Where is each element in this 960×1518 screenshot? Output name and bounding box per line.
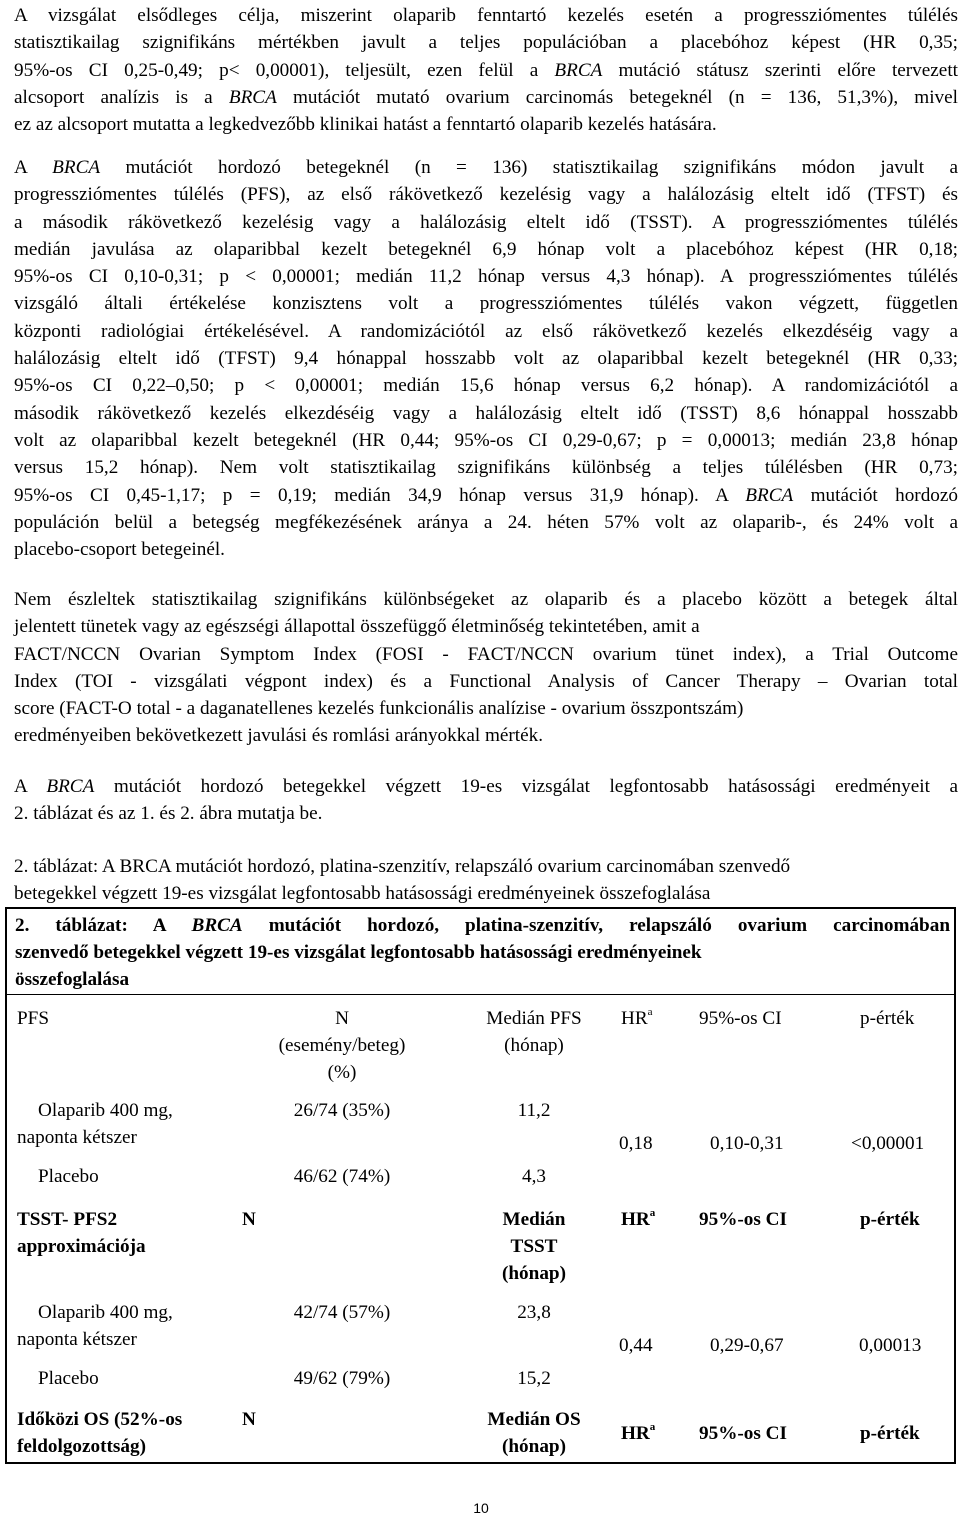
header-text: HR [621, 1008, 648, 1029]
text-line: FACT/NCCN Ovarian Symptom Index (FOSI - FACT/NCCN ovarium tünet index), a Trial Outcome [14, 643, 958, 665]
p-value: 0,00013 [859, 1335, 922, 1356]
text-line: 95%-os CI 0,25-0,49; p< 0,00001), teljesült, ezen felül a BRCA mutáció státusz szerinti előre tervezett [14, 59, 958, 81]
table-divider [7, 994, 954, 995]
text-line: ez az alcsoport mutatta a legkedvezőbb klinikai hatást a fenntartó olaparib kezelés hatására. [14, 114, 717, 136]
hr-header [621, 1005, 653, 1032]
header-line: Medián [502, 1209, 566, 1230]
p-value: <0,00001 [851, 1133, 925, 1154]
section-label-pfs [17, 1005, 49, 1032]
ci-header: 95%-os CI [699, 1008, 782, 1029]
label-line: feldolgozottság) [17, 1436, 146, 1457]
header-line: TSST [510, 1236, 558, 1257]
median-value: 11,2 [517, 1100, 551, 1121]
n-header: N [242, 1409, 256, 1430]
text-line: vizsgáló általi értékelése konzisztens volt a progressziómentes túlélés vakon végzett, független [14, 293, 958, 315]
paragraph-quality-of-life [14, 586, 958, 750]
p-header: p-érték [860, 1423, 920, 1444]
text-line: 95%-os CI 0,22–0,50; p < 0,00001; medián 15,6 hónap versus 6,2 hónap). A randomizációtól a [14, 375, 958, 397]
n-header: N [242, 1209, 256, 1230]
hr-header [621, 1206, 655, 1233]
paragraph-brca-results [14, 154, 958, 563]
label-line: naponta kétszer [17, 1127, 137, 1148]
n-value: 42/74 (57%) [293, 1302, 391, 1323]
text-line: központi radiológiai értékelésével. A randomizációtól az első rákövetkező kezelés elkezdéséig vagy a [14, 320, 958, 342]
text-line: 2. táblázat: A BRCA mutációt hordozó, platina-szenzitív, relapszáló ovarium carcinomában szenvedő [14, 856, 791, 877]
ci-header: 95%-os CI [699, 1209, 787, 1230]
label-line: Olaparib 400 mg, [38, 1302, 173, 1323]
median-value: 15,2 [517, 1368, 551, 1389]
median-header [449, 1406, 619, 1460]
ci-value: 0,10-0,31 [710, 1133, 784, 1154]
n-value: 26/74 (35%) [293, 1100, 391, 1121]
text-line: 2. táblázat: A BRCA mutációt hordozó, platina-szenzitív, relapszáló ovarium carcinomában [15, 915, 950, 936]
header-line: (hónap) [502, 1436, 566, 1457]
text-line: szenvedő betegekkel végzett 19-es vizsgálat legfontosabb hatásossági eredményeinek [15, 942, 702, 963]
label-line: Olaparib 400 mg, [38, 1100, 173, 1121]
table-caption [14, 853, 958, 907]
label-line: TSST- PFS2 [17, 1209, 118, 1230]
median-header [449, 1005, 619, 1059]
n-header [247, 1005, 437, 1086]
text-line: versus 15,2 hónap). Nem volt statisztikailag szignifikáns különbség a teljes túlélésben (HR 0,73; [14, 457, 958, 479]
section-label-tsst [17, 1206, 146, 1260]
text-line: 2. táblázat és az 1. és 2. ábra mutatja be. [14, 803, 323, 825]
header-line: Medián OS [487, 1409, 581, 1430]
hr-value: 0,44 [619, 1335, 653, 1356]
row-label-olaparib [17, 1299, 173, 1353]
row-label-olaparib [17, 1097, 173, 1151]
page-number: 10 [473, 1500, 489, 1516]
ci-value: 0,29-0,67 [710, 1335, 784, 1356]
paragraph-primary-endpoint [14, 2, 958, 138]
label-line: approximációja [17, 1236, 146, 1257]
text-line: alcsoport analízis is a BRCA mutációt mutató ovarium carcinomás betegeknél (n = 136, 51,3%), mivel [14, 86, 958, 108]
text-line: statisztikailag szignifikáns mértékben javult a teljes populációban a placebóhoz képest (HR 0,35; [14, 32, 958, 54]
text-line: volt az olaparibbal kezelt betegeknél (HR 0,44; 95%-os CI 0,29-0,67; p = 0,00013; medián 23,8 hónap [14, 429, 958, 451]
text-line: medián javulása az olaparibbal kezelt betegeknél 6,9 hónap volt a placebóhoz képest (HR 0,18; [14, 238, 958, 260]
paragraph-table-reference [14, 773, 958, 828]
ci-header: 95%-os CI [699, 1423, 787, 1444]
text-line: 95%-os CI 0,45-1,17; p = 0,19; medián 34,9 hónap versus 31,9 hónap). A BRCA mutációt hordozó [14, 484, 958, 506]
text-line: placebo-csoport betegeinél. [14, 539, 225, 561]
text-line: 95%-os CI 0,10-0,31; p < 0,00001; medián 11,2 hónap versus 4,3 hónap). A progressziómentes túlélés [14, 266, 958, 288]
text-line: jelentett tünetek vagy az egészségi állapottal összefüggő életminőség tekintetében, amit a [14, 616, 700, 638]
text-line: populáción belül a betegség megfékezésének aránya a 24. héten 57% volt az olaparib-, és 24% volt a [14, 511, 958, 533]
header-text: HR [621, 1209, 650, 1230]
text-line: Index (TOI - vizsgálati végpont index) és a Functional Analysis of Cancer Therapy – Ovarian total [14, 670, 958, 692]
footnote-mark: a [649, 1207, 656, 1219]
text-line: második rákövetkező kezelés elkezdéséig vagy a halálozásig eltelt idő (TSST) 8,6 hónappal hosszabb [14, 402, 958, 424]
text-line: A BRCA mutációt hordozó betegekkel végzett 19-es vizsgálat legfontosabb hatásossági eredményeit a [14, 776, 958, 797]
n-value: 46/62 (74%) [293, 1166, 391, 1187]
label-line: naponta kétszer [17, 1329, 137, 1350]
p-header: p-érték [860, 1209, 920, 1230]
text-line: halálozásig eltelt idő (TFST) 9,4 hónappal hosszabb volt az olaparibbal kezelt betegeknél (HR 0,33; [14, 348, 958, 370]
text-line: betegekkel végzett 19-es vizsgálat legfontosabb hatásossági eredményeinek összefoglalása [14, 883, 711, 904]
footnote-mark: a [647, 1006, 653, 1018]
header-text: HR [621, 1423, 650, 1444]
hr-header [621, 1420, 655, 1447]
median-value: 23,8 [517, 1302, 551, 1323]
label-line: PFS [17, 1008, 50, 1029]
text-line: progressziómentes túlélés (PFS), az első rákövetkező kezelésig vagy a halálozásig eltelt idő (TFST) és [14, 184, 958, 206]
row-label-placebo: Placebo [38, 1166, 99, 1187]
header-line: (hónap) [502, 1263, 566, 1284]
text-line: eredményeiben bekövetkezett javulási és romlási arányokkal mérték. [14, 725, 544, 747]
p-header: p-érték [860, 1008, 915, 1029]
median-header [449, 1206, 619, 1287]
section-label-os [17, 1406, 182, 1460]
header-line: (%) [327, 1062, 357, 1083]
text-line: A BRCA mutációt hordozó betegeknél (n = 136) statisztikailag szignifikáns módon javult a [14, 157, 958, 178]
text-line: összefoglalása [15, 969, 130, 990]
header-line: Medián PFS [486, 1008, 582, 1029]
results-table [5, 907, 956, 1464]
hr-value: 0,18 [619, 1133, 653, 1154]
table-title [15, 912, 950, 993]
header-line: (hónap) [504, 1035, 564, 1056]
median-value: 4,3 [522, 1166, 546, 1187]
row-label-placebo: Placebo [38, 1368, 99, 1389]
text-line: A vizsgálat elsődleges célja, miszerint olaparib fenntartó kezelés esetén a progressziómentes túlélés [14, 5, 958, 26]
header-line: N [335, 1008, 349, 1029]
footnote-mark: a [649, 1421, 656, 1433]
text-line: Nem észleltek statisztikailag szignifikáns különbségeket az olaparib és a placebo között a betegek által [14, 589, 958, 610]
header-line: (esemény/beteg) [278, 1035, 406, 1056]
n-value: 49/62 (79%) [293, 1368, 391, 1389]
label-line: Időközi OS (52%-os [17, 1409, 183, 1430]
text-line: a második rákövetkező kezelésig vagy a halálozásig eltelt idő (TSST). A progressziómentes túlélés [14, 211, 958, 233]
text-line: score (FACT-O total - a daganatellenes kezelés funkcionális analízise - ovarium összpontszám) [14, 698, 744, 720]
